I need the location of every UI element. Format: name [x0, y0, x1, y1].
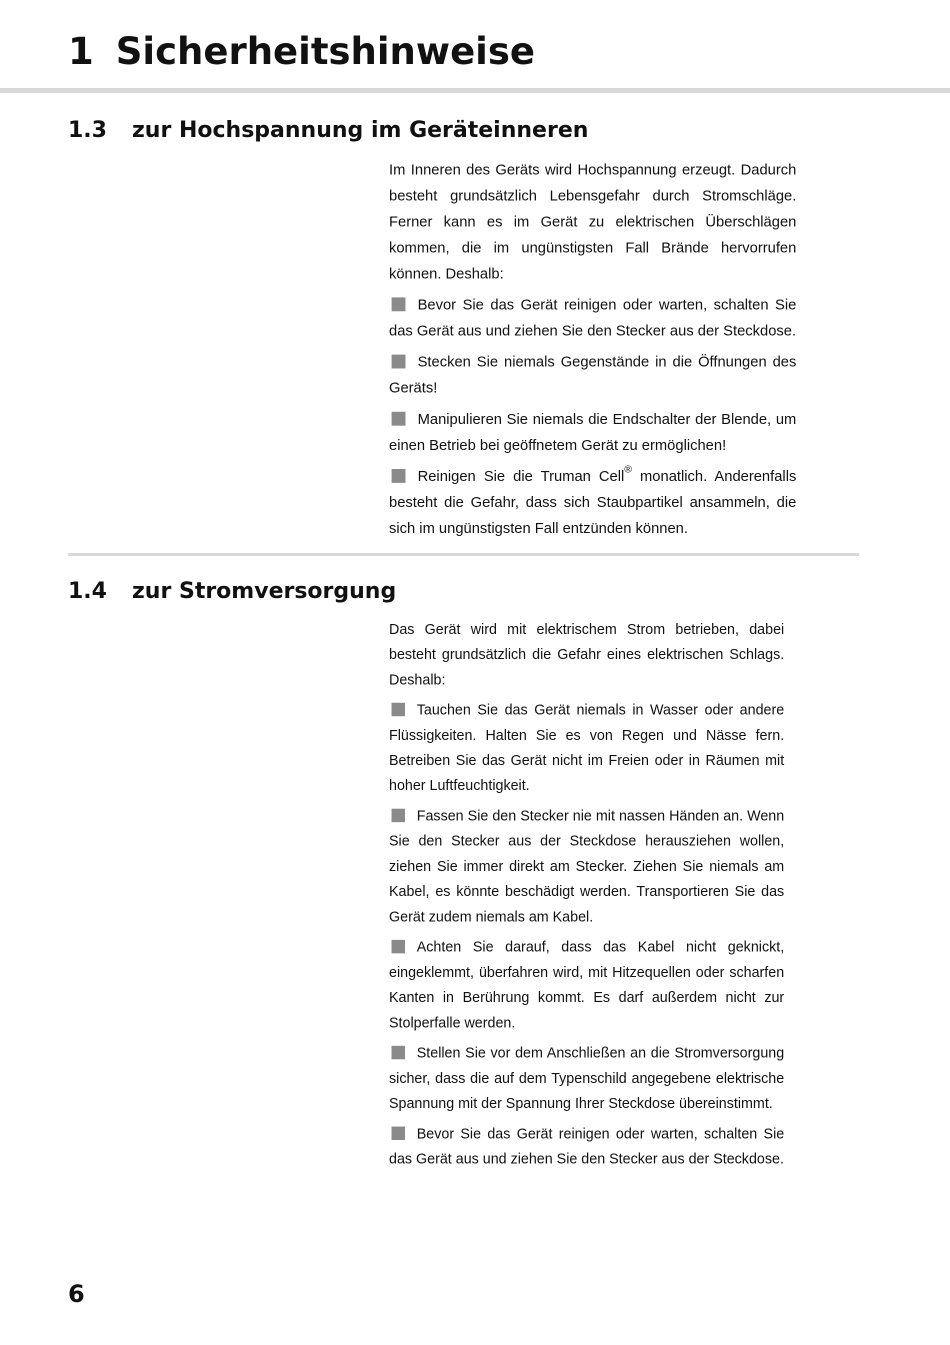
list-item-text: Stecken Sie niemals Gegenstände in die Öffnungen des Geräts! [389, 353, 797, 397]
square-bullet-icon [392, 297, 406, 311]
list-item-text: Reinigen Sie die Truman Cell [417, 468, 625, 485]
section-body-1-4 [389, 617, 784, 1177]
list-item [389, 407, 796, 459]
list-item [389, 292, 796, 344]
square-bullet-icon [392, 355, 406, 369]
section-divider [68, 553, 859, 556]
intro-paragraph: Das Gerät wird mit elektrischem Strom betrieben, dabei besteht grundsätzlich die Gefahr eines elektrischen Schlags. Deshalb: [389, 621, 785, 688]
chapter-title-text: Sicherheitshinweise [115, 30, 535, 73]
square-bullet-icon [392, 469, 406, 483]
square-bullet-icon [392, 1127, 405, 1140]
section-heading-1-3 [68, 118, 588, 143]
list-item [389, 935, 784, 1036]
list-item [389, 1041, 784, 1117]
list-item-text: Manipulieren Sie niemals die Endschalter der Blende, um einen Betrieb bei geöffnetem Gerät zu ermöglichen! [389, 410, 797, 454]
section-number: 1.3 [68, 118, 107, 143]
list-item [389, 464, 796, 542]
page-number: 6 [68, 1280, 85, 1308]
square-bullet-icon [392, 1046, 405, 1059]
intro-paragraph: Im Inneren des Geräts wird Hochspannung erzeugt. Dadurch besteht grundsätzlich Lebensgefahr durch Stromschläge. Ferner kann es im Gerät zu elektrischen Überschlägen kommen, die im ungünstigsten Fall Brände hervorrufen können. Deshalb: [389, 161, 797, 282]
section-number: 1.4 [68, 579, 107, 604]
list-item [389, 349, 796, 401]
list-item-text: Stellen Sie vor dem Anschließen an die Stromversorgung sicher, dass die auf dem Typenschild angegebene elektrische Spannung mit der Spannung Ihrer Steckdose übereinstimmt. [389, 1044, 785, 1112]
list-item-text: Tauchen Sie das Gerät niemals in Wasser oder andere Flüssigkeiten. Halten Sie es von Regen und Nässe fern. Betreiben Sie das Gerät nicht im Freien oder in Räumen mit hoher Luftfeuchtigkeit. [389, 701, 785, 794]
list-item [389, 804, 784, 930]
square-bullet-icon [392, 809, 405, 822]
list-item-text-continued: monatlich. Anderenfalls besteht die Gefahr, dass sich Staubpartikel ansammeln, die sich im ungünstigsten Fall entzünden können. [389, 468, 797, 537]
list-item-text: Bevor Sie das Gerät reinigen oder warten, schalten Sie das Gerät aus und ziehen Sie den Stecker aus der Steckdose. [389, 1125, 785, 1167]
section-title: zur Hochspannung im Geräteinneren [132, 118, 589, 143]
list-item-text: Bevor Sie das Gerät reinigen oder warten, schalten Sie das Gerät aus und ziehen Sie den Stecker aus der Steckdose. [389, 296, 797, 339]
header-divider [0, 88, 950, 93]
list-item [389, 1122, 784, 1172]
registered-mark: ® [624, 462, 632, 476]
square-bullet-icon [392, 703, 405, 716]
chapter-number: 1 [68, 30, 94, 73]
square-bullet-icon [392, 940, 405, 953]
chapter-title [68, 30, 535, 73]
section-title: zur Stromversorgung [132, 579, 397, 604]
section-body-1-3 [389, 157, 796, 547]
square-bullet-icon [392, 412, 406, 426]
list-item-text: Achten Sie darauf, dass das Kabel nicht geknickt, eingeklemmt, überfahren wird, mit Hitzequellen oder scharfen Kanten in Berührung kommt. Es darf außerdem nicht zur Stolperfalle werden. [389, 939, 785, 1031]
list-item [389, 698, 784, 799]
list-item-text: Fassen Sie den Stecker nie mit nassen Händen an. Wenn Sie den Stecker aus der Steckdose herausziehen wollen, ziehen Sie immer direkt am Stecker. Ziehen Sie niemals am Kabel, es könnte beschädigt werden. Transportieren Sie das Gerät zudem niemals am Kabel. [389, 807, 785, 925]
section-heading-1-4 [68, 579, 396, 604]
